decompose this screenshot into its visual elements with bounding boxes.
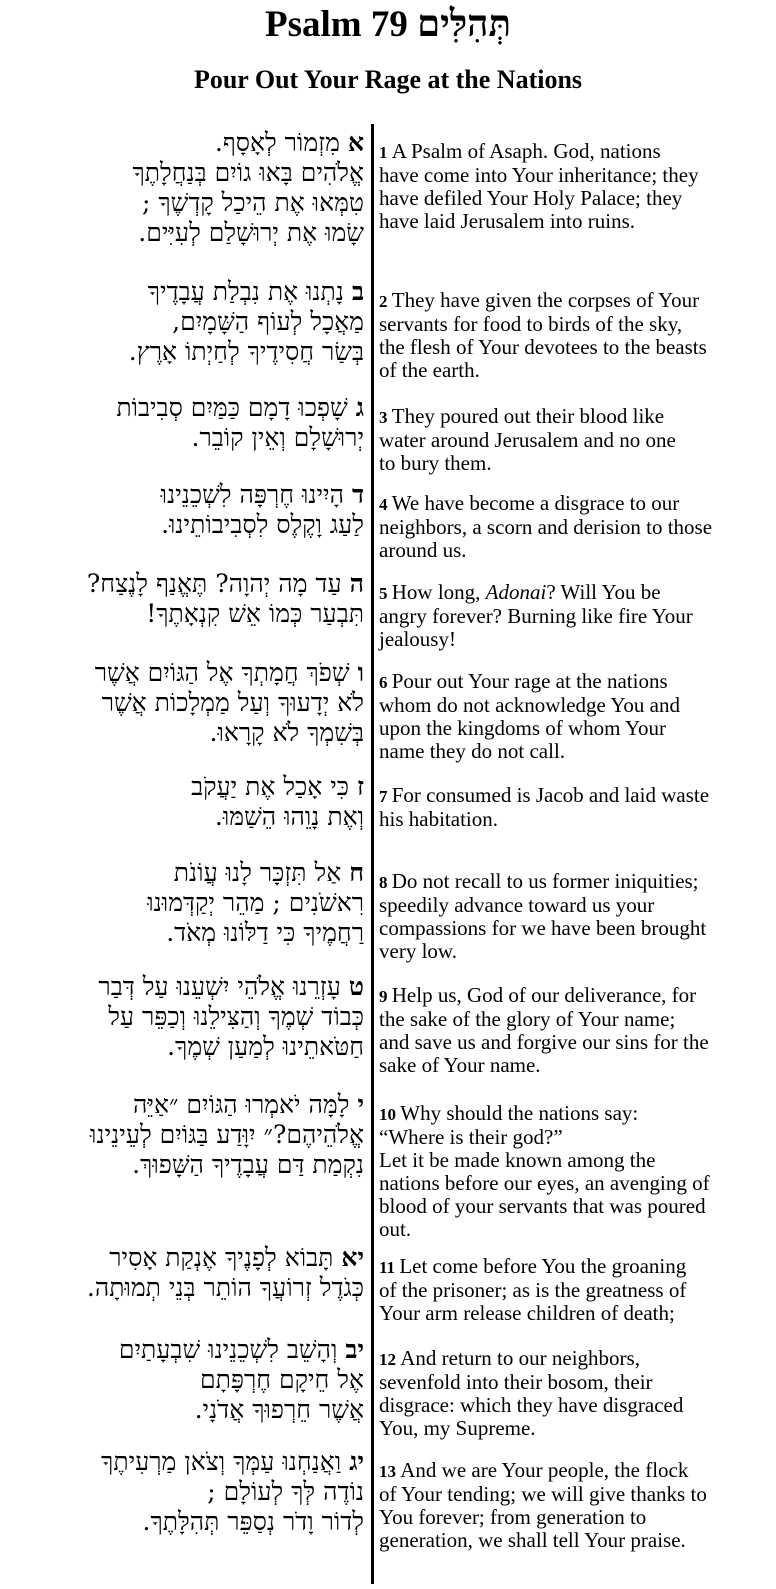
hebrew-line (4, 599, 364, 629)
english-verse-number: 6 (379, 673, 392, 692)
hebrew-line-text: אֲשֶׁר חֵרְפוּךָ אֲדֹנָי. (194, 1395, 364, 1424)
hebrew-line (4, 569, 364, 599)
title-hebrew: תְּהִלִּים (417, 4, 512, 45)
english-line: 7 For consumed is Jacob and laid waste (379, 783, 710, 807)
hebrew-line (4, 1447, 364, 1477)
hebrew-line-text: לֹא יְדָעוּךָ וְעַל מַמְלָכוֹת אֲשֶׁר (101, 688, 364, 717)
hebrew-verse-number: ו (357, 658, 364, 687)
hebrew-line-text: שָׁפְכוּ דָמָם כַּמַּיִם סְבִיבוֹת (116, 393, 348, 422)
english-line: You forever; from generation to (379, 1505, 647, 1529)
verse-hebrew (4, 480, 364, 540)
column-divider (371, 124, 374, 1584)
hebrew-line (4, 1507, 364, 1537)
english-line: angry forever? Burning like fire Your (379, 604, 693, 628)
hebrew-verse-number: יב (345, 1335, 364, 1364)
hebrew-line-text: תִּבְעַר כְּמוֹ אֵשׁ קִנְאָתֶךָ! (146, 599, 364, 628)
hebrew-line-text: תָּבוֹא לְפָנֶיךָ אֶנְקַת אָסִיר (109, 1243, 334, 1272)
verse-hebrew (4, 972, 364, 1062)
english-line: whom do not acknowledge You and (379, 693, 680, 717)
english-line: very low. (379, 939, 457, 963)
english-line: sevenfold into their bosom, their (379, 1370, 653, 1394)
hebrew-line-text: אַל תִּזְכָּר לָנוּ עֲוֹנֹת (173, 858, 342, 887)
hebrew-verse-number: יג (349, 1447, 364, 1476)
english-line: out. (379, 1217, 412, 1241)
hebrew-line-text: בְּשִׁמְךָ לֹא קָרָאוּ. (209, 718, 364, 747)
english-line: and save us and forgive our sins for the (379, 1030, 709, 1054)
verse-english (379, 405, 771, 475)
hebrew-line (4, 307, 364, 337)
english-verse-number: 8 (379, 873, 392, 892)
hebrew-verse-number: ד (351, 480, 364, 509)
english-line: have defiled Your Holy Palace; they (379, 186, 683, 210)
verse-hebrew (4, 128, 364, 248)
hebrew-line (4, 423, 364, 453)
english-line: 6 Pour out Your rage at the nations (379, 669, 668, 693)
hebrew-line (4, 393, 364, 423)
english-line: generation, we shall tell Your praise. (379, 1528, 686, 1552)
english-line: compassions for we have been brought (379, 916, 707, 940)
hebrew-line (4, 1150, 364, 1180)
english-verse-number: 13 (379, 1462, 401, 1481)
hebrew-line (4, 1090, 364, 1120)
hebrew-line-text: לַעַג וָקֶלֶס לִסְבִיבוֹתֵינוּ. (161, 510, 364, 539)
hebrew-line (4, 1335, 364, 1365)
english-line: 2 They have given the corpses of Your (379, 288, 700, 312)
verse-english (379, 140, 771, 233)
hebrew-line (4, 277, 364, 307)
page-title (0, 2, 776, 48)
english-line: of Your tending; we will give thanks to (379, 1482, 707, 1506)
hebrew-line-text: עַד מָה יְהוָה? תֶּאֱנַף לָנֶצַח? (86, 569, 342, 598)
verse-hebrew (4, 277, 364, 367)
verse-hebrew (4, 1090, 364, 1180)
verse-hebrew (4, 569, 364, 629)
verse-english (379, 784, 771, 831)
hebrew-line-text: מִזְמוֹר לְאָסָף. (214, 128, 340, 157)
hebrew-line-text: טִמְּאוּ אֶת הֵיכַל קָדְשֶׁךָ ; (141, 188, 364, 217)
verse-english (379, 492, 771, 562)
divine-name: Adonai (485, 580, 547, 604)
english-line: servants for food to birds of the sky, (379, 312, 683, 336)
english-verse-number: 2 (379, 292, 392, 311)
english-line: “Where is their god?” (379, 1125, 563, 1149)
hebrew-verse-number: ט (348, 972, 364, 1001)
verse-english (379, 1459, 771, 1552)
hebrew-verse-number: ב (351, 277, 364, 306)
verse-hebrew (4, 858, 364, 948)
english-line: the sake of the glory of Your name; (379, 1007, 676, 1031)
hebrew-line (4, 658, 364, 688)
verse-english (379, 1102, 771, 1241)
hebrew-line (4, 158, 364, 188)
hebrew-line-text: חַטֹּאתֵינוּ לְמַעַן שְׁמֶךָ. (167, 1032, 364, 1061)
verse-hebrew (4, 772, 364, 832)
english-line: the flesh of Your devotees to the beasts (379, 335, 707, 359)
hebrew-line-text: שָׂמוּ אֶת יְרוּשָׁלַם לְעִיִּים. (138, 218, 364, 247)
english-verse-number: 9 (379, 987, 392, 1006)
english-verse-number: 10 (379, 1105, 401, 1124)
hebrew-line-text: מַאֲכָל לְעוֹף הַשָּׁמָיִם, (172, 307, 364, 336)
hebrew-line-text: לְדוֹר וָדֹר נְסַפֵּר תְּהִלָּתֶךָ. (142, 1507, 364, 1536)
hebrew-line-text: רִאשֹׁנִים ; מַהֵר יְקַדְּמוּנוּ (147, 888, 364, 917)
hebrew-line-text: נִקְמַת דַּם עֲבָדֶיךָ הַשָּׁפוּךְ. (132, 1150, 364, 1179)
verse-english (379, 1347, 771, 1440)
verse-hebrew (4, 1243, 364, 1303)
english-line: 3 They poured out their blood like (379, 404, 665, 428)
verse-english (379, 1255, 771, 1325)
hebrew-line-text: רַחֲמֶיךָ כִּי דַלּוֹנוּ מְאֹד. (166, 918, 364, 947)
hebrew-line (4, 128, 364, 158)
english-line: 11 Let come before You the groaning (379, 1254, 687, 1278)
english-line: have laid Jerusalem into ruins. (379, 209, 636, 233)
hebrew-line (4, 858, 364, 888)
hebrew-line-text: וְהָשֵׁב לִשְׁכֵנֵינוּ שִׁבְעָתַיִם (118, 1335, 338, 1364)
english-verse-number: 4 (379, 495, 392, 514)
hebrew-line-text: אֶל חֵיקָם חֶרְפָּתָם (200, 1365, 364, 1394)
english-line: You, my Supreme. (379, 1416, 536, 1440)
hebrew-line (4, 337, 364, 367)
verse-hebrew (4, 393, 364, 453)
english-verse-number: 5 (379, 584, 392, 603)
english-line: 12 And return to our neighbors, (379, 1346, 640, 1370)
hebrew-line-text: בְּשַׂר חֲסִידֶיךָ לְחַיְתוֹ אָרֶץ. (128, 337, 364, 366)
english-line: of the earth. (379, 358, 480, 382)
english-line: neighbors, a scorn and derision to those (379, 515, 713, 539)
english-line: water around Jerusalem and no one (379, 428, 676, 452)
hebrew-line (4, 688, 364, 718)
hebrew-line (4, 188, 364, 218)
hebrew-line (4, 1243, 364, 1273)
english-line: blood of your servants that was poured (379, 1194, 706, 1218)
english-line: his habitation. (379, 807, 498, 831)
hebrew-line-text: וְאֶת נָוֵהוּ הֵשַׁמּוּ. (214, 802, 364, 831)
english-line: nations before our eyes, an avenging of (379, 1171, 710, 1195)
hebrew-line (4, 718, 364, 748)
english-line: around us. (379, 538, 467, 562)
hebrew-line (4, 1002, 364, 1032)
hebrew-verse-number: ג (355, 393, 364, 422)
english-line: jealousy! (379, 627, 456, 651)
english-verse-number: 12 (379, 1350, 401, 1369)
english-verse-number: 11 (379, 1258, 400, 1277)
english-line: Let it be made known among the (379, 1148, 656, 1172)
hebrew-line-text: נָתְנוּ אֶת נִבְלַת עֲבָדֶיךָ (147, 277, 344, 306)
verse-hebrew (4, 1335, 364, 1425)
english-line: speedily advance toward us your (379, 893, 655, 917)
title-english: Psalm 79 (264, 4, 408, 45)
hebrew-line (4, 1273, 364, 1303)
english-verse-number: 3 (379, 408, 392, 427)
english-line: 10 Why should the nations say: (379, 1101, 639, 1125)
hebrew-line-text: לָמָּה יֹאמְרוּ הַגּוֹיִם ״אַיֵּה (133, 1090, 350, 1119)
english-line: 9 Help us, God of our deliverance, for (379, 983, 697, 1007)
hebrew-verse-number: ה (349, 569, 364, 598)
hebrew-line-text: אֱלֹהֵיהֶם?״ יִוָּדַע בַּגּוֹיִם לְעֵינֵינוּ (90, 1120, 364, 1149)
verse-english (379, 870, 771, 963)
hebrew-line (4, 1477, 364, 1507)
english-verse-number: 7 (379, 787, 392, 806)
hebrew-line (4, 972, 364, 1002)
hebrew-line (4, 888, 364, 918)
english-line: name they do not call. (379, 739, 566, 763)
hebrew-line-text: כְּגֹדֶל זְרוֹעֲךָ הוֹתֵר בְּנֵי תְמוּתָה. (86, 1273, 364, 1302)
english-line: Your arm release children of death; (379, 1301, 675, 1325)
hebrew-line (4, 772, 364, 802)
verse-english (379, 581, 771, 651)
english-line: 4 We have become a disgrace to our (379, 491, 680, 515)
hebrew-line-text: הָיִינוּ חֶרְפָּה לִשְׁכֵנֵינוּ (160, 480, 344, 509)
hebrew-line (4, 1120, 364, 1150)
hebrew-line-text: נוֹדֶה לְּךָ לְעוֹלָם ; (207, 1477, 364, 1506)
hebrew-line-text: כְּבוֹד שְׁמֶךָ וְהַצִּילֵנוּ וְכַפֵּר עַל (108, 1002, 364, 1031)
hebrew-verse-number: יא (341, 1243, 364, 1272)
hebrew-verse-number: י (357, 1090, 364, 1119)
hebrew-line (4, 918, 364, 948)
hebrew-line-text: שְׁפֹךְ חֲמָתְךָ אֶל הַגּוֹיִם אֲשֶׁר (94, 658, 350, 687)
hebrew-line (4, 1032, 364, 1062)
verse-hebrew (4, 658, 364, 748)
hebrew-verse-number: ח (349, 858, 364, 887)
english-line: 5 How long, Adonai? Will You be (379, 580, 661, 604)
verse-english (379, 289, 771, 382)
english-line: 1 A Psalm of Asaph. God, nations (379, 139, 661, 163)
hebrew-line (4, 1395, 364, 1425)
hebrew-line (4, 510, 364, 540)
hebrew-line-text: עָזְרֵנוּ אֱלֹהֵי יִשְׁעֵנוּ עַל דְּבַר (98, 972, 341, 1001)
english-line: of the prisoner; as is the greatness of (379, 1278, 687, 1302)
english-line: 13 And we are Your people, the flock (379, 1458, 689, 1482)
english-line: upon the kingdoms of whom Your (379, 716, 667, 740)
verse-english (379, 670, 771, 763)
hebrew-line-text: אֱלֹהִים בָּאוּ גוֹיִם בְּנַחֲלָתֶךָ (132, 158, 364, 187)
english-line: sake of Your name. (379, 1053, 541, 1077)
hebrew-line (4, 802, 364, 832)
hebrew-line-text: כִּי אָכַל אֶת יַעֲקֹב (191, 772, 350, 801)
verse-english (379, 984, 771, 1077)
hebrew-line (4, 480, 364, 510)
hebrew-line-text: יְרוּשָׁלָם וְאֵין קוֹבֵר. (191, 423, 364, 452)
english-line: disgrace: which they have disgraced (379, 1393, 684, 1417)
verse-hebrew (4, 1447, 364, 1537)
hebrew-line (4, 1365, 364, 1395)
english-line: have come into Your inheritance; they (379, 163, 699, 187)
hebrew-line-text: וַאֲנַחְנוּ עַמְּךָ וְצֹאן מַרְעִיתֶךָ (101, 1447, 342, 1476)
page-subtitle: Pour Out Your Rage at the Nations (193, 65, 583, 94)
hebrew-verse-number: א (347, 128, 364, 157)
hebrew-line (4, 218, 364, 248)
hebrew-verse-number: ז (357, 772, 364, 801)
english-line: 8 Do not recall to us former iniquities; (379, 869, 699, 893)
english-line: to bury them. (379, 451, 492, 475)
english-verse-number: 1 (379, 143, 392, 162)
